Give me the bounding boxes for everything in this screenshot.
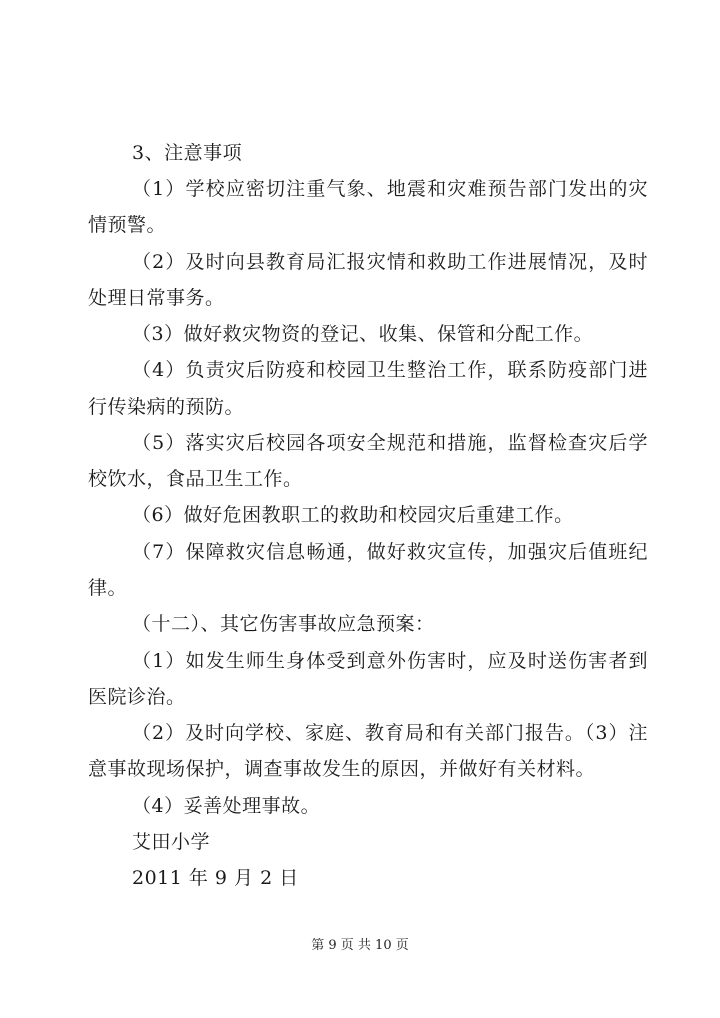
paragraph-line: 意事故现场保护，调查事故发生的原因，并做好有关材料。 bbox=[88, 758, 596, 780]
paragraph-line: （1）如发生师生身体受到意外伤害时，应及时送伤害者到 bbox=[132, 650, 648, 672]
paragraph-line: 医院诊治。 bbox=[88, 686, 186, 708]
paragraph-line: （2）及时向县教育局汇报灾情和救助工作进展情况，及时 bbox=[132, 251, 648, 273]
paragraph-line: （4）负责灾后防疫和校园卫生整治工作，联系防疫部门进 bbox=[132, 359, 648, 381]
paragraph-line: （2）及时向学校、家庭、教育局和有关部门报告。（3）注 bbox=[132, 722, 648, 744]
paragraph-line: 处理日常事务。 bbox=[88, 287, 225, 309]
paragraph-line: 行传染病的预防。 bbox=[88, 396, 245, 418]
signature-name: 艾田小学 bbox=[132, 831, 211, 853]
paragraph-line: （1）学校应密切注重气象、地震和灾难预告部门发出的灾 bbox=[132, 178, 648, 200]
paragraph-line: （6）做好危困教职工的救助和校园灾后重建工作。 bbox=[132, 504, 574, 526]
paragraph-line: 情预警。 bbox=[88, 214, 167, 236]
section-heading: 3、注意事项 bbox=[132, 142, 243, 164]
paragraph-line: 校饮水，食品卫生工作。 bbox=[88, 468, 303, 490]
paragraph-line: （3）做好救灾物资的登记、收集、保管和分配工作。 bbox=[132, 323, 594, 345]
paragraph-line: （7）保障救灾信息畅通，做好救灾宣传，加强灾后值班纪 bbox=[132, 541, 648, 563]
paragraph-line: （4）妥善处理事故。 bbox=[132, 795, 321, 817]
paragraph-line: （5）落实灾后校园各项安全规范和措施，监督检查灾后学 bbox=[132, 432, 648, 454]
paragraph-line: 律。 bbox=[88, 577, 128, 599]
signature-date: 2011 年 9 月 2 日 bbox=[132, 867, 299, 889]
section-heading: （十二）、其它伤害事故应急预案： bbox=[132, 613, 435, 635]
page-number-footer: 第 9 页 共 10 页 bbox=[311, 938, 409, 953]
